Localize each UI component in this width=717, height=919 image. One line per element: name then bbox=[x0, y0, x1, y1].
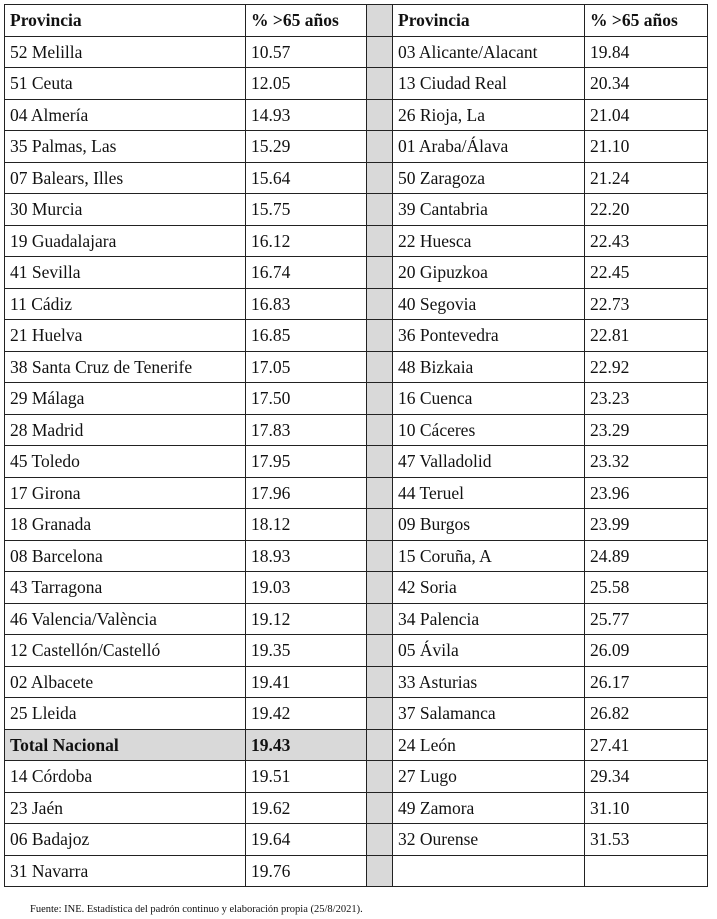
table-row bbox=[5, 414, 708, 446]
table-row bbox=[5, 855, 708, 887]
left-province-cell: 41 Sevilla bbox=[5, 257, 246, 289]
right-percent-cell: 27.41 bbox=[585, 729, 708, 761]
left-province-cell: 11 Cádiz bbox=[5, 288, 246, 320]
right-province-cell: 01 Araba/Álava bbox=[393, 131, 585, 163]
left-province-cell: 46 Valencia/València bbox=[5, 603, 246, 635]
column-separator bbox=[367, 320, 393, 352]
right-percent-cell: 26.17 bbox=[585, 666, 708, 698]
left-province-cell: 43 Tarragona bbox=[5, 572, 246, 604]
left-province-cell: 52 Melilla bbox=[5, 36, 246, 68]
table-row bbox=[5, 729, 708, 761]
right-province-cell: 34 Palencia bbox=[393, 603, 585, 635]
right-province-cell: 22 Huesca bbox=[393, 225, 585, 257]
left-province-cell: 29 Málaga bbox=[5, 383, 246, 415]
left-province-cell: 19 Guadalajara bbox=[5, 225, 246, 257]
left-percent-cell: 15.29 bbox=[246, 131, 367, 163]
left-percent-cell: 19.35 bbox=[246, 635, 367, 667]
left-percent-cell: 19.42 bbox=[246, 698, 367, 730]
column-separator bbox=[367, 257, 393, 289]
left-province-cell: 51 Ceuta bbox=[5, 68, 246, 100]
column-separator bbox=[367, 414, 393, 446]
left-percent-cell: 17.83 bbox=[246, 414, 367, 446]
province-table-container bbox=[4, 4, 708, 887]
left-province-cell: 45 Toledo bbox=[5, 446, 246, 478]
table-row bbox=[5, 288, 708, 320]
left-percent-cell: 12.05 bbox=[246, 68, 367, 100]
table-row bbox=[5, 351, 708, 383]
left-percent-cell: 19.03 bbox=[246, 572, 367, 604]
right-province-cell: 09 Burgos bbox=[393, 509, 585, 541]
column-separator bbox=[367, 288, 393, 320]
right-province-cell: 40 Segovia bbox=[393, 288, 585, 320]
left-province-cell: 18 Granada bbox=[5, 509, 246, 541]
left-percent-cell: 17.96 bbox=[246, 477, 367, 509]
right-province-cell: 03 Alicante/Alacant bbox=[393, 36, 585, 68]
header-provincia-left: Provincia bbox=[5, 5, 246, 37]
table-row bbox=[5, 36, 708, 68]
right-percent-cell: 25.77 bbox=[585, 603, 708, 635]
right-percent-cell: 21.24 bbox=[585, 162, 708, 194]
column-separator bbox=[367, 635, 393, 667]
column-separator bbox=[367, 383, 393, 415]
table-row bbox=[5, 824, 708, 856]
right-province-cell: 13 Ciudad Real bbox=[393, 68, 585, 100]
left-percent-cell: 19.64 bbox=[246, 824, 367, 856]
left-percent-cell: 17.95 bbox=[246, 446, 367, 478]
left-province-cell: 35 Palmas, Las bbox=[5, 131, 246, 163]
column-separator bbox=[367, 540, 393, 572]
right-percent-cell: 24.89 bbox=[585, 540, 708, 572]
left-percent-cell: 10.57 bbox=[246, 36, 367, 68]
table-row bbox=[5, 383, 708, 415]
column-separator bbox=[367, 99, 393, 131]
table-row bbox=[5, 131, 708, 163]
right-province-cell: 15 Coruña, A bbox=[393, 540, 585, 572]
right-percent-cell: 26.82 bbox=[585, 698, 708, 730]
left-percent-cell: 19.51 bbox=[246, 761, 367, 793]
left-percent-cell: 19.76 bbox=[246, 855, 367, 887]
right-percent-cell: 31.53 bbox=[585, 824, 708, 856]
left-province-cell: 14 Córdoba bbox=[5, 761, 246, 793]
column-separator bbox=[367, 509, 393, 541]
right-province-cell: 48 Bizkaia bbox=[393, 351, 585, 383]
header-provincia-right: Provincia bbox=[393, 5, 585, 37]
left-percent-cell: 14.93 bbox=[246, 99, 367, 131]
column-separator bbox=[367, 603, 393, 635]
table-row bbox=[5, 792, 708, 824]
left-percent-cell: 19.43 bbox=[246, 729, 367, 761]
right-percent-cell: 22.43 bbox=[585, 225, 708, 257]
right-percent-cell: 29.34 bbox=[585, 761, 708, 793]
table-row bbox=[5, 99, 708, 131]
right-percent-cell: 20.34 bbox=[585, 68, 708, 100]
left-province-cell: 30 Murcia bbox=[5, 194, 246, 226]
table-row bbox=[5, 603, 708, 635]
right-province-cell: 39 Cantabria bbox=[393, 194, 585, 226]
province-elderly-table bbox=[4, 4, 708, 887]
column-separator bbox=[367, 68, 393, 100]
right-percent-cell: 26.09 bbox=[585, 635, 708, 667]
column-separator bbox=[367, 698, 393, 730]
column-separator bbox=[367, 824, 393, 856]
right-percent-cell: 23.96 bbox=[585, 477, 708, 509]
right-province-cell: 10 Cáceres bbox=[393, 414, 585, 446]
right-percent-cell: 22.92 bbox=[585, 351, 708, 383]
column-separator bbox=[367, 131, 393, 163]
table-row bbox=[5, 477, 708, 509]
left-province-cell: 08 Barcelona bbox=[5, 540, 246, 572]
left-province-cell: 06 Badajoz bbox=[5, 824, 246, 856]
table-header-row bbox=[5, 5, 708, 37]
left-percent-cell: 18.93 bbox=[246, 540, 367, 572]
column-separator bbox=[367, 666, 393, 698]
right-province-cell: 42 Soria bbox=[393, 572, 585, 604]
left-province-cell: 17 Girona bbox=[5, 477, 246, 509]
table-row bbox=[5, 257, 708, 289]
table-row bbox=[5, 698, 708, 730]
column-separator bbox=[367, 729, 393, 761]
right-province-cell: 20 Gipuzkoa bbox=[393, 257, 585, 289]
left-province-cell: 04 Almería bbox=[5, 99, 246, 131]
right-percent-cell: 22.73 bbox=[585, 288, 708, 320]
column-separator bbox=[367, 36, 393, 68]
header-percent-left: % >65 años bbox=[246, 5, 367, 37]
left-percent-cell: 19.62 bbox=[246, 792, 367, 824]
table-row bbox=[5, 320, 708, 352]
table-row bbox=[5, 68, 708, 100]
left-province-cell: 02 Albacete bbox=[5, 666, 246, 698]
right-percent-cell: 19.84 bbox=[585, 36, 708, 68]
right-province-cell: 32 Ourense bbox=[393, 824, 585, 856]
right-province-cell bbox=[393, 855, 585, 887]
column-separator bbox=[367, 351, 393, 383]
left-percent-cell: 17.50 bbox=[246, 383, 367, 415]
column-separator bbox=[367, 792, 393, 824]
left-province-cell: 38 Santa Cruz de Tenerife bbox=[5, 351, 246, 383]
right-province-cell: 49 Zamora bbox=[393, 792, 585, 824]
column-separator bbox=[367, 477, 393, 509]
left-province-cell: 25 Lleida bbox=[5, 698, 246, 730]
table-row bbox=[5, 162, 708, 194]
right-province-cell: 05 Ávila bbox=[393, 635, 585, 667]
left-province-cell: 31 Navarra bbox=[5, 855, 246, 887]
column-separator bbox=[367, 194, 393, 226]
right-percent-cell: 23.99 bbox=[585, 509, 708, 541]
left-percent-cell: 15.64 bbox=[246, 162, 367, 194]
column-separator bbox=[367, 572, 393, 604]
right-percent-cell: 23.23 bbox=[585, 383, 708, 415]
left-province-cell: 12 Castellón/Castelló bbox=[5, 635, 246, 667]
column-separator bbox=[367, 225, 393, 257]
column-separator bbox=[367, 855, 393, 887]
right-percent-cell: 23.32 bbox=[585, 446, 708, 478]
table-row bbox=[5, 666, 708, 698]
table-row bbox=[5, 225, 708, 257]
table-row bbox=[5, 194, 708, 226]
right-province-cell: 37 Salamanca bbox=[393, 698, 585, 730]
right-percent-cell: 22.20 bbox=[585, 194, 708, 226]
column-separator bbox=[367, 446, 393, 478]
left-province-cell: 07 Balears, Illes bbox=[5, 162, 246, 194]
table-row bbox=[5, 572, 708, 604]
column-separator bbox=[367, 5, 393, 37]
left-percent-cell: 16.85 bbox=[246, 320, 367, 352]
left-province-cell: 28 Madrid bbox=[5, 414, 246, 446]
right-province-cell: 44 Teruel bbox=[393, 477, 585, 509]
left-province-cell: 23 Jaén bbox=[5, 792, 246, 824]
right-province-cell: 36 Pontevedra bbox=[393, 320, 585, 352]
column-separator bbox=[367, 162, 393, 194]
left-province-cell: 21 Huelva bbox=[5, 320, 246, 352]
right-percent-cell: 21.04 bbox=[585, 99, 708, 131]
source-note: Fuente: INE. Estadística del padrón continuo y elaboración propia (25/8/2021). bbox=[30, 904, 363, 915]
table-row bbox=[5, 540, 708, 572]
left-percent-cell: 17.05 bbox=[246, 351, 367, 383]
right-province-cell: 33 Asturias bbox=[393, 666, 585, 698]
table-row bbox=[5, 446, 708, 478]
left-percent-cell: 15.75 bbox=[246, 194, 367, 226]
left-percent-cell: 16.83 bbox=[246, 288, 367, 320]
right-percent-cell: 23.29 bbox=[585, 414, 708, 446]
right-province-cell: 50 Zaragoza bbox=[393, 162, 585, 194]
right-percent-cell: 21.10 bbox=[585, 131, 708, 163]
right-percent-cell: 31.10 bbox=[585, 792, 708, 824]
right-province-cell: 24 León bbox=[393, 729, 585, 761]
left-percent-cell: 16.12 bbox=[246, 225, 367, 257]
table-row bbox=[5, 509, 708, 541]
left-percent-cell: 16.74 bbox=[246, 257, 367, 289]
header-percent-right: % >65 años bbox=[585, 5, 708, 37]
right-percent-cell: 22.45 bbox=[585, 257, 708, 289]
right-province-cell: 27 Lugo bbox=[393, 761, 585, 793]
left-province-cell: Total Nacional bbox=[5, 729, 246, 761]
left-percent-cell: 19.12 bbox=[246, 603, 367, 635]
left-percent-cell: 18.12 bbox=[246, 509, 367, 541]
table-row bbox=[5, 761, 708, 793]
table-row bbox=[5, 635, 708, 667]
right-province-cell: 26 Rioja, La bbox=[393, 99, 585, 131]
right-percent-cell: 25.58 bbox=[585, 572, 708, 604]
table-body bbox=[5, 36, 708, 887]
left-percent-cell: 19.41 bbox=[246, 666, 367, 698]
right-province-cell: 47 Valladolid bbox=[393, 446, 585, 478]
right-percent-cell: 22.81 bbox=[585, 320, 708, 352]
column-separator bbox=[367, 761, 393, 793]
right-percent-cell bbox=[585, 855, 708, 887]
right-province-cell: 16 Cuenca bbox=[393, 383, 585, 415]
